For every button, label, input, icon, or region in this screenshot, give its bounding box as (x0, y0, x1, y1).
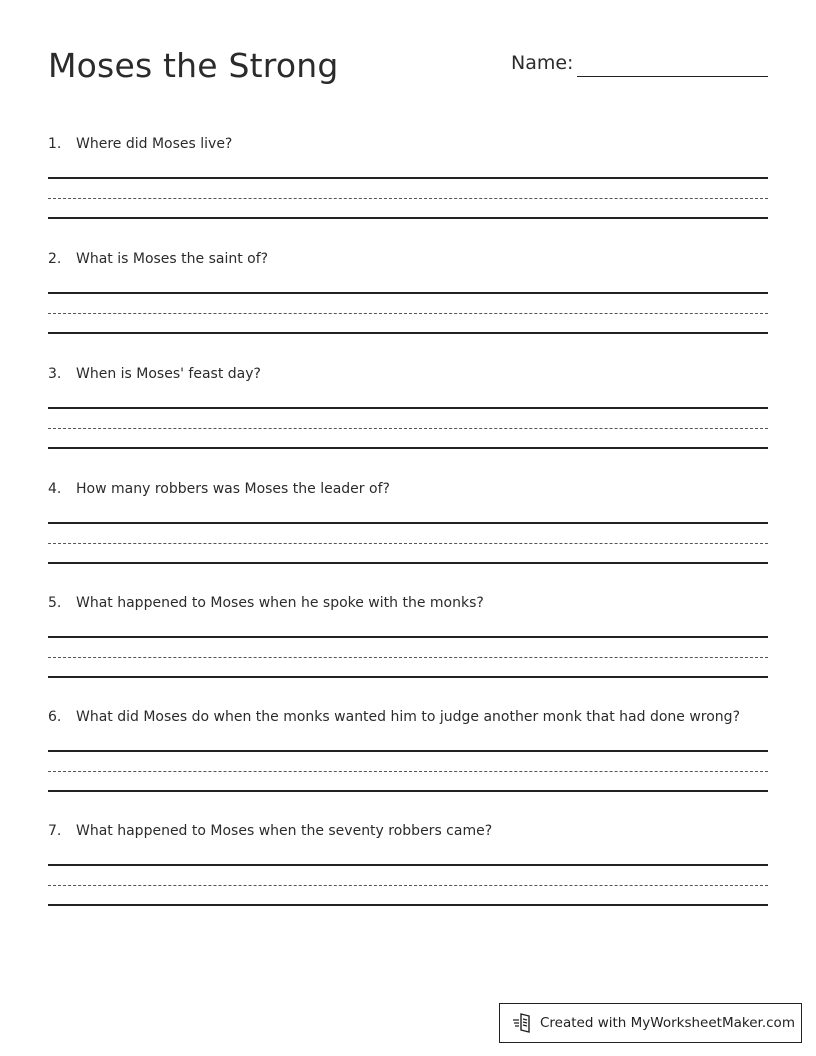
question-number: 3. (48, 366, 62, 382)
question-label: What happened to Moses when he spoke with the monks? (76, 595, 484, 611)
answer-line-top[interactable] (48, 864, 768, 866)
answer-line-top[interactable] (48, 522, 768, 524)
answer-line-bottom (48, 562, 768, 564)
answer-line-mid (48, 771, 768, 772)
question-text (48, 136, 232, 152)
question-text (48, 366, 261, 382)
answer-line-mid (48, 657, 768, 658)
question-3 (48, 366, 768, 446)
footer-text: Created with MyWorksheetMaker.com (540, 1015, 795, 1031)
footer-badge[interactable] (499, 1003, 802, 1043)
answer-line-bottom (48, 447, 768, 449)
myworksheetmaker-logo-icon (512, 1012, 534, 1034)
answer-line-mid (48, 313, 768, 314)
question-text (48, 709, 740, 725)
answer-line-bottom (48, 790, 768, 792)
question-number: 6. (48, 709, 62, 725)
question-5 (48, 595, 768, 675)
question-6 (48, 709, 768, 789)
answer-line-mid (48, 543, 768, 544)
question-text (48, 481, 390, 497)
question-2 (48, 251, 768, 331)
answer-line-top[interactable] (48, 407, 768, 409)
question-label: Where did Moses live? (76, 136, 233, 152)
question-number: 7. (48, 823, 62, 839)
question-number: 4. (48, 481, 62, 497)
name-label: Name: (511, 52, 574, 74)
question-label: What happened to Moses when the seventy robbers came? (76, 823, 493, 839)
answer-line-bottom (48, 904, 768, 906)
answer-line-mid (48, 428, 768, 429)
question-number: 2. (48, 251, 62, 267)
question-label: When is Moses' feast day? (76, 366, 261, 382)
answer-line-bottom (48, 217, 768, 219)
question-7 (48, 823, 768, 903)
question-4 (48, 481, 768, 561)
answer-line-top[interactable] (48, 750, 768, 752)
question-text (48, 823, 492, 839)
answer-line-mid (48, 198, 768, 199)
answer-line-top[interactable] (48, 636, 768, 638)
question-label: What is Moses the saint of? (76, 251, 269, 267)
name-field-line[interactable] (577, 76, 768, 77)
question-label: How many robbers was Moses the leader of? (76, 481, 390, 497)
answer-line-bottom (48, 332, 768, 334)
answer-line-mid (48, 885, 768, 886)
answer-line-top[interactable] (48, 292, 768, 294)
question-number: 1. (48, 136, 62, 152)
worksheet-title: Moses the Strong (48, 46, 339, 85)
question-text (48, 595, 484, 611)
answer-line-top[interactable] (48, 177, 768, 179)
answer-line-bottom (48, 676, 768, 678)
question-label: What did Moses do when the monks wanted him to judge another monk that had done wrong? (76, 709, 741, 725)
question-number: 5. (48, 595, 62, 611)
question-1 (48, 136, 768, 216)
question-text (48, 251, 268, 267)
